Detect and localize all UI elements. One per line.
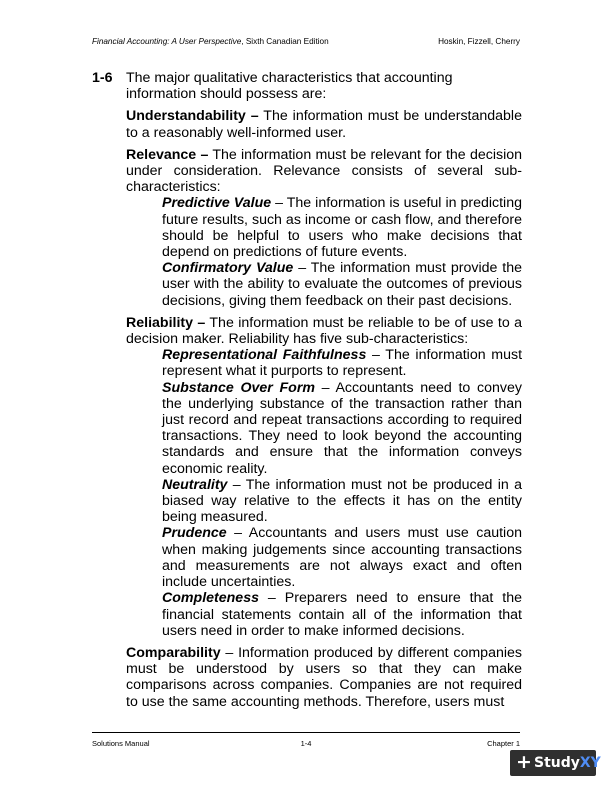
predictive-value-paragraph: Predictive Value – The information is useful in predicting future results, such as income or cash flow, and therefore should be helpful to users who make decisions that depend on predictions of future events. — [162, 195, 522, 261]
question-number: 1-6 — [92, 70, 113, 86]
book-title: Financial Accounting: A User Perspective, Sixth Canadian Edition — [92, 37, 329, 46]
term-label: Confirmatory Value — [162, 260, 294, 277]
term-label: Prudence — [162, 525, 227, 542]
plus-icon: + — [516, 751, 532, 773]
representational-faithfulness-paragraph: Representational Faithfulness – The information must represent what it purports to represent. — [162, 347, 523, 380]
authors: Hoskin, Fizzell, Cherry — [438, 37, 520, 46]
term-label: Reliability – — [126, 314, 206, 331]
comparability-paragraph: Comparability – Information produced by different companies must be understood by users so that they can make comparisons across companies. Companies are not required to use the same accounting methods. Therefore, users must — [126, 644, 522, 710]
relevance-paragraph: Relevance – The information must be relevant for the decision under consideration. Relevance consists of several sub-characteristics: — [126, 146, 522, 196]
term-label: Neutrality — [162, 476, 228, 493]
term-label: Predictive Value — [162, 195, 272, 212]
substance-over-form-paragraph: Substance Over Form – Accountants need to convey the underlying substance of the transaction rather than just record and repeat transactions according to required transactions. They need to look beyond the accounting standards and ensure that the information conveys economic reality. — [162, 379, 522, 477]
page-body — [92, 70, 522, 716]
term-label: Understandability – — [126, 108, 259, 125]
reliability-paragraph: Reliability – The information must be reliable to be of use to a decision maker. Reliability has five sub-characteristics: — [126, 314, 522, 348]
watermark-text: StudyXY — [534, 755, 601, 771]
confirmatory-value-paragraph: Confirmatory Value – The information must provide the user with the ability to evaluate the outcomes of previous decisions, giving them feedback on their past decisions. — [162, 260, 522, 309]
footer-left: Solutions Manual — [92, 739, 150, 748]
term-label: Representational Faithfulness — [162, 347, 367, 364]
neutrality-paragraph: Neutrality – The information must not be produced in a biased way relative to the effects it has on the entity being measured. — [162, 476, 522, 526]
term-label: Completeness — [162, 590, 259, 607]
footer-chapter: Chapter 1 — [487, 739, 520, 748]
term-label: Comparability — [126, 644, 221, 661]
term-label: Relevance – — [126, 146, 209, 163]
completeness-paragraph: Completeness – Preparers need to ensure that the financial statements contain all of the information that users need in order to make informed decisions. — [162, 590, 522, 639]
question-intro: The major qualitative characteristics that accounting information should possess are: — [126, 70, 453, 103]
page-footer — [92, 732, 520, 748]
page-number: 1-4 — [300, 739, 312, 748]
understandability-paragraph: Understandability – The information must be understandable to a reasonably well-informed user. — [126, 108, 522, 141]
term-label: Substance Over Form — [162, 379, 315, 396]
prudence-paragraph: Prudence – Accountants and users must use caution when making judgements since accounting transactions and measurements are not always exact and often include uncertainties. — [162, 525, 522, 591]
studyxy-watermark — [510, 750, 601, 776]
